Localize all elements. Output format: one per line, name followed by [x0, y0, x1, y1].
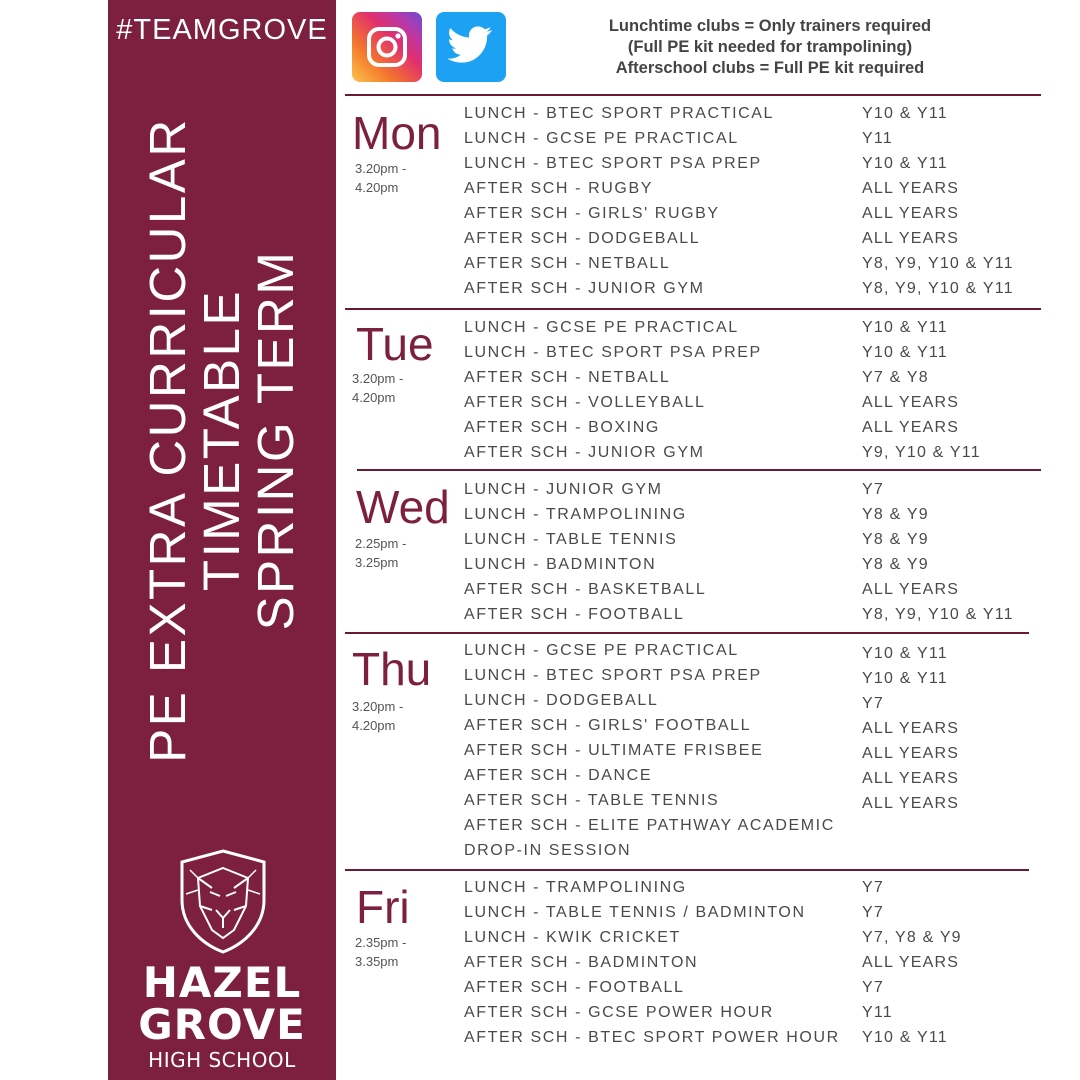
activity-name: LUNCH - GCSE PE PRACTICAL	[464, 319, 739, 336]
day-time-tue: 3.20pm - 4.20pm	[352, 371, 404, 405]
school-name-line3: HIGH SCHOOL	[148, 1048, 296, 1072]
activity-years: Y7	[862, 481, 884, 498]
title-line-1: PE EXTRA CURRICULAR	[139, 117, 196, 763]
day-label-mon: Mon	[352, 107, 442, 159]
divider-top	[345, 94, 1041, 96]
kit-notes	[520, 16, 1020, 79]
activity-name: AFTER SCH - DANCE	[464, 767, 653, 784]
activity-name: AFTER SCH - ELITE PATHWAY ACADEMIC	[464, 817, 835, 834]
page-title	[132, 100, 312, 780]
activity-name: AFTER SCH - RUGBY	[464, 180, 653, 197]
activity-years: ALL YEARS	[862, 745, 960, 762]
activity-years: ALL YEARS	[862, 205, 960, 222]
activity-name: AFTER SCH - NETBALL	[464, 255, 671, 272]
activity-name: AFTER SCH - BOXING	[464, 419, 660, 436]
divider-mon-tue	[345, 308, 1041, 310]
activity-years: Y10 & Y11	[862, 344, 948, 361]
day-label-wed: Wed	[356, 481, 450, 533]
activity-years: Y10 & Y11	[862, 1029, 948, 1046]
activity-name: AFTER SCH - ULTIMATE FRISBEE	[464, 742, 764, 759]
school-name-line2: GROVE	[138, 1000, 306, 1049]
activity-years: Y8, Y9, Y10 & Y11	[862, 280, 1014, 297]
activity-years: Y8 & Y9	[862, 506, 929, 523]
day-label-tue: Tue	[356, 318, 434, 370]
note-line-2: (Full PE kit needed for trampolining)	[627, 38, 913, 56]
hashtag: #TEAMGROVE	[116, 14, 328, 46]
activity-name: AFTER SCH - GCSE POWER HOUR	[464, 1004, 774, 1021]
activity-name: LUNCH - GCSE PE PRACTICAL	[464, 642, 739, 659]
lion-crest-icon	[178, 848, 268, 954]
school-name-line1: HAZEL	[142, 958, 302, 1007]
activity-name: LUNCH - BTEC SPORT PSA PREP	[464, 344, 762, 361]
divider-wed-thu	[345, 632, 1029, 634]
activity-years: Y10 & Y11	[862, 645, 948, 662]
activity-name: AFTER SCH - FOOTBALL	[464, 606, 685, 623]
activity-years: ALL YEARS	[862, 954, 960, 971]
activity-years: ALL YEARS	[862, 230, 960, 247]
activity-name: LUNCH - TRAMPOLINING	[464, 879, 687, 896]
activity-name: DROP-IN SESSION	[464, 842, 632, 859]
activity-years: Y10 & Y11	[862, 670, 948, 687]
note-line-3: Afterschool clubs = Full PE kit required	[615, 59, 925, 77]
activity-years: ALL YEARS	[862, 795, 960, 812]
day-label-thu: Thu	[352, 643, 432, 695]
activity-name: AFTER SCH - GIRLS' RUGBY	[464, 205, 720, 222]
activity-years: Y7	[862, 979, 884, 996]
activity-years: Y11	[862, 1004, 893, 1021]
divider-tue-wed	[357, 469, 1041, 471]
activity-years: ALL YEARS	[862, 770, 960, 787]
activity-name: LUNCH - BTEC SPORT PRACTICAL	[464, 105, 775, 122]
activity-name: LUNCH - JUNIOR GYM	[464, 481, 663, 498]
activity-years: ALL YEARS	[862, 180, 960, 197]
activity-name: LUNCH - TRAMPOLINING	[464, 506, 687, 523]
activity-name: LUNCH - BTEC SPORT PSA PREP	[464, 667, 762, 684]
activity-years: ALL YEARS	[862, 720, 960, 737]
activity-years: Y7	[862, 879, 884, 896]
sidebar-panel	[108, 0, 336, 1080]
activity-name: AFTER SCH - JUNIOR GYM	[464, 280, 705, 297]
activity-name: LUNCH - BADMINTON	[464, 556, 657, 573]
divider-thu-fri	[345, 869, 1029, 871]
day-time-wed: 2.25pm - 3.25pm	[355, 536, 407, 570]
activity-name: AFTER SCH - FOOTBALL	[464, 979, 685, 996]
activity-years: ALL YEARS	[862, 581, 960, 598]
activity-years: Y10 & Y11	[862, 155, 948, 172]
activity-name: AFTER SCH - BADMINTON	[464, 954, 699, 971]
instagram-icon[interactable]	[352, 12, 422, 82]
day-label-fri: Fri	[356, 881, 410, 933]
activity-name: LUNCH - KWIK CRICKET	[464, 929, 681, 946]
activity-years: Y10 & Y11	[862, 105, 948, 122]
day-time-thu: 3.20pm - 4.20pm	[352, 699, 404, 733]
activity-years: ALL YEARS	[862, 419, 960, 436]
activity-name: AFTER SCH - VOLLEYBALL	[464, 394, 706, 411]
activity-name: LUNCH - TABLE TENNIS / BADMINTON	[464, 904, 806, 921]
activity-name: AFTER SCH - JUNIOR GYM	[464, 444, 705, 461]
activity-years: Y7 & Y8	[862, 369, 929, 386]
activity-name: LUNCH - DODGEBALL	[464, 692, 659, 709]
title-line-2: TIMETABLE	[193, 288, 250, 592]
note-line-1: Lunchtime clubs = Only trainers required	[608, 17, 932, 35]
activity-years: Y7	[862, 695, 884, 712]
activity-name: LUNCH - GCSE PE PRACTICAL	[464, 130, 739, 147]
activity-name: AFTER SCH - BTEC SPORT POWER HOUR	[464, 1029, 840, 1046]
activity-years: Y11	[862, 130, 893, 147]
activity-years: ALL YEARS	[862, 394, 960, 411]
activity-name: AFTER SCH - GIRLS' FOOTBALL	[464, 717, 752, 734]
activity-years: Y8 & Y9	[862, 556, 929, 573]
day-time-fri: 2.35pm - 3.35pm	[355, 935, 407, 969]
activity-name: AFTER SCH - TABLE TENNIS	[464, 792, 720, 809]
activity-name: LUNCH - TABLE TENNIS	[464, 531, 678, 548]
activity-name: LUNCH - BTEC SPORT PSA PREP	[464, 155, 762, 172]
twitter-icon[interactable]	[436, 12, 506, 82]
activity-years: Y8, Y9, Y10 & Y11	[862, 606, 1014, 623]
activity-years: Y9, Y10 & Y11	[862, 444, 981, 461]
day-time-mon: 3.20pm - 4.20pm	[355, 161, 407, 195]
title-line-3: SPRING TERM	[247, 249, 304, 631]
activity-name: AFTER SCH - BASKETBALL	[464, 581, 707, 598]
activity-years: Y7, Y8 & Y9	[862, 929, 962, 946]
activity-name: AFTER SCH - DODGEBALL	[464, 230, 701, 247]
activity-years: Y8, Y9, Y10 & Y11	[862, 255, 1014, 272]
activity-name: AFTER SCH - NETBALL	[464, 369, 671, 386]
activity-years: Y8 & Y9	[862, 531, 929, 548]
activity-years: Y7	[862, 904, 884, 921]
activity-years: Y10 & Y11	[862, 319, 948, 336]
